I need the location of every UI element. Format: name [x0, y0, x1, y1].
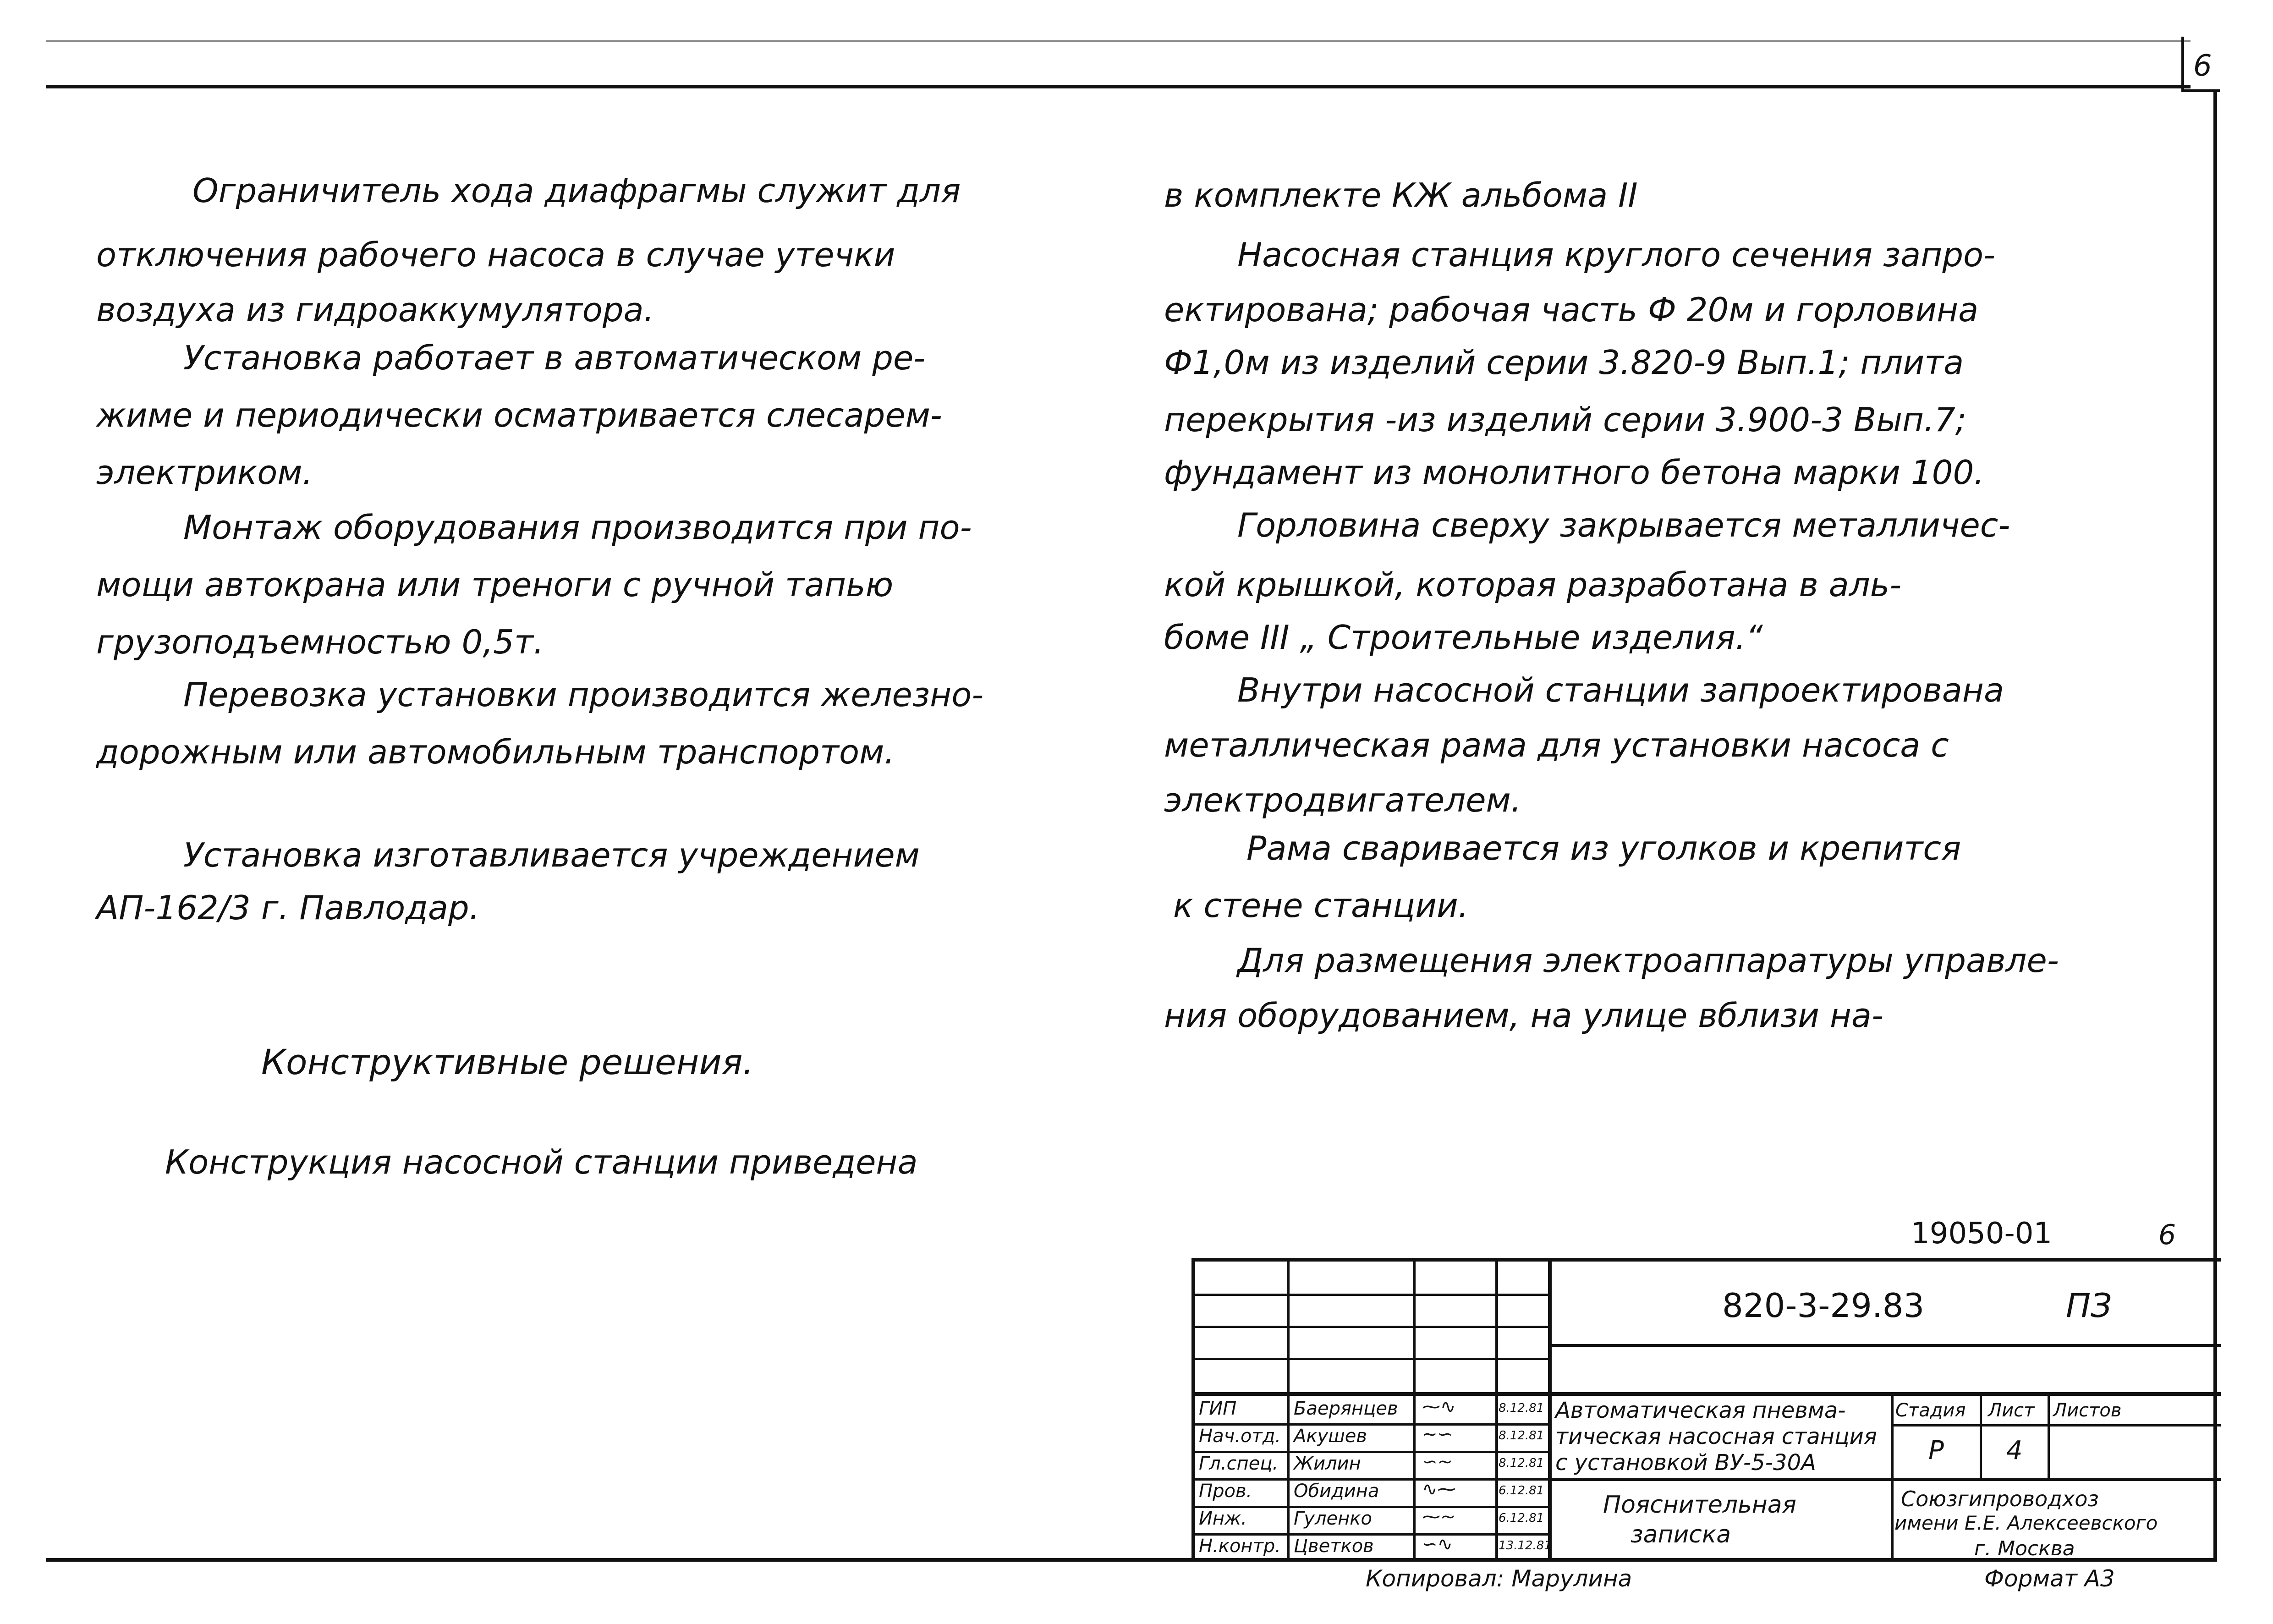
- stamp-hline-6: [1891, 1478, 2221, 1481]
- sheet-label: Лист: [1988, 1400, 2035, 1421]
- sheet-value: 4: [2006, 1436, 2023, 1465]
- signer-name: Гуленко: [1294, 1508, 1372, 1529]
- stage-label: Стадия: [1895, 1400, 1966, 1421]
- left-line-11: дорожным или автомобильным транспортом.: [96, 733, 895, 771]
- doc-mark: ПЗ: [2066, 1286, 2112, 1325]
- signer-date: 6.12.81: [1499, 1484, 1544, 1498]
- right-line-4: Ф1,0м из изделий серии 3.820-9 Вып.1; плита: [1164, 343, 1964, 382]
- signer-date: 6.12.81: [1499, 1511, 1544, 1525]
- top-faint-line: [46, 40, 2191, 42]
- corner-sheet-number: 6: [2193, 49, 2212, 83]
- corner-number-box: [2181, 37, 2220, 92]
- signer-role: Н.контр.: [1199, 1536, 1281, 1557]
- signature-mark: ⁓∿: [1422, 1396, 1456, 1417]
- stamp-hline-1: [1195, 1294, 1548, 1296]
- signature-mark: ∼∽: [1422, 1424, 1453, 1445]
- title-line-1: Автоматическая пневма-: [1555, 1398, 1846, 1423]
- org-line-3: г. Москва: [1974, 1537, 2075, 1560]
- left-line-3: воздуха из гидроаккумулятора.: [96, 291, 654, 329]
- org-line-2: имени Е.Е. Алексеевского: [1894, 1512, 2158, 1534]
- right-line-15: Для размещения электроаппаратуры управле-: [1237, 941, 2059, 980]
- stage-value: Р: [1928, 1436, 1944, 1465]
- signer-role: ГИП: [1199, 1398, 1237, 1419]
- copied-by: Копировал: Марулина: [1366, 1565, 1632, 1592]
- right-line-3: ектирована; рабочая часть Ф 20м и горловина: [1164, 291, 1979, 329]
- archive-sheet-number: 6: [2158, 1219, 2176, 1251]
- signer-name: Цветков: [1294, 1536, 1374, 1557]
- archive-number: 19050-01: [1911, 1217, 2053, 1251]
- left-line-5: жиме и периодически осматривается слесарем-: [96, 396, 942, 434]
- left-line-2: отключения рабочего насоса в случае утечки: [96, 236, 895, 274]
- stamp-vline-6: [1980, 1396, 1982, 1478]
- right-line-12: электродвигателем.: [1164, 781, 1521, 819]
- signer-row: [1195, 1451, 1548, 1481]
- signer-row: [1195, 1396, 1548, 1426]
- signature-mark: ∽∼: [1422, 1451, 1453, 1472]
- left-line-13: АП-162/3 г. Павлодар.: [96, 889, 480, 927]
- right-line-14: к стене станции.: [1173, 886, 1469, 925]
- right-line-5: перекрытия -из изделий серии 3.900-3 Вып.7;: [1164, 401, 1967, 439]
- doc-name-line-2: записка: [1631, 1521, 1731, 1548]
- signer-row: [1195, 1506, 1548, 1536]
- signer-date: 8.12.81: [1499, 1401, 1544, 1415]
- doc-name-line-1: Пояснительная: [1603, 1491, 1796, 1519]
- signer-row: [1195, 1478, 1548, 1508]
- right-line-9: боме III „ Строительные изделия.“: [1164, 618, 1763, 657]
- signer-name: Акушев: [1294, 1426, 1367, 1447]
- signer-role: Нач.отд.: [1199, 1426, 1281, 1447]
- title-line-3: с установкой ВУ-5-30А: [1555, 1450, 1816, 1476]
- stamp-hline-5: [1891, 1424, 2221, 1426]
- signer-role: Инж.: [1199, 1508, 1247, 1529]
- right-line-13: Рама сваривается из уголков и крепится: [1246, 829, 1961, 867]
- signature-mark: ∽∿: [1422, 1534, 1453, 1555]
- left-line-6: электриком.: [96, 453, 313, 492]
- title-line-2: тическая насосная станция: [1555, 1424, 1877, 1449]
- top-border-line: [46, 85, 2191, 88]
- left-line-4: Установка работает в автоматическом ре-: [183, 339, 926, 377]
- title-cell: [1552, 1396, 1891, 1481]
- sheets-label: Листов: [2053, 1400, 2122, 1421]
- right-line-1: в комплекте КЖ альбома II: [1164, 176, 1638, 214]
- right-line-16: ния оборудованием, на улице вблизи на-: [1164, 996, 1884, 1035]
- right-line-8: кой крышкой, которая разработана в аль-: [1164, 565, 1902, 604]
- signer-date: 8.12.81: [1499, 1456, 1544, 1470]
- right-line-11: металлическая рама для установки насоса с: [1164, 726, 1949, 764]
- signature-mark: ⁓∼: [1422, 1506, 1456, 1527]
- left-line-9: грузоподъемностью 0,5т.: [96, 623, 544, 661]
- stamp-vline-4: [1548, 1262, 1552, 1562]
- right-line-10: Внутри насосной станции запроектирована: [1237, 671, 2004, 709]
- signature-mark: ∿⁓: [1422, 1479, 1456, 1500]
- stamp-hline-2: [1195, 1326, 1548, 1328]
- left-line-1: Ограничитель хода диафрагмы служит для: [192, 171, 961, 210]
- stamp-hline-4: [1195, 1392, 2221, 1396]
- signer-name: Баерянцев: [1294, 1398, 1398, 1419]
- stamp-hline-3: [1195, 1358, 1548, 1360]
- sheet-format: Формат А3: [1984, 1565, 2115, 1592]
- right-line-2: Насосная станция круглого сечения запро-: [1237, 236, 1996, 274]
- signer-role: Гл.спец.: [1199, 1453, 1279, 1474]
- signer-role: Пров.: [1199, 1481, 1252, 1502]
- right-line-7: Горловина сверху закрывается металличес-: [1237, 506, 2010, 544]
- signer-row: [1195, 1423, 1548, 1453]
- signer-row: [1195, 1533, 1552, 1562]
- left-line-7: Монтаж оборудования производится при по-: [183, 508, 972, 547]
- stamp-hline-code: [1548, 1344, 2221, 1347]
- left-line-12: Установка изготавливается учреждением: [183, 836, 920, 874]
- title-block: [1191, 1258, 2221, 1562]
- doc-code: 820-3-29.83: [1722, 1286, 1925, 1325]
- left-line-8: мощи автокрана или треноги с ручной тапью: [96, 565, 894, 604]
- left-line-10: Перевозка установки производится железно-: [183, 675, 984, 714]
- org-line-1: Союзгипроводхоз: [1901, 1487, 2099, 1511]
- stamp-vline-7: [2048, 1396, 2050, 1478]
- signer-date: 13.12.81: [1499, 1539, 1552, 1553]
- signer-name: Жилин: [1294, 1453, 1361, 1474]
- left-line-15: Конструкция насосной станции приведена: [165, 1143, 918, 1181]
- signers-table: [1195, 1396, 1552, 1562]
- section-heading: Конструктивные решения.: [261, 1042, 754, 1082]
- signer-date: 8.12.81: [1499, 1429, 1544, 1443]
- signer-name: Обидина: [1294, 1481, 1379, 1502]
- right-line-6: фундамент из монолитного бетона марки 100.: [1164, 453, 1985, 492]
